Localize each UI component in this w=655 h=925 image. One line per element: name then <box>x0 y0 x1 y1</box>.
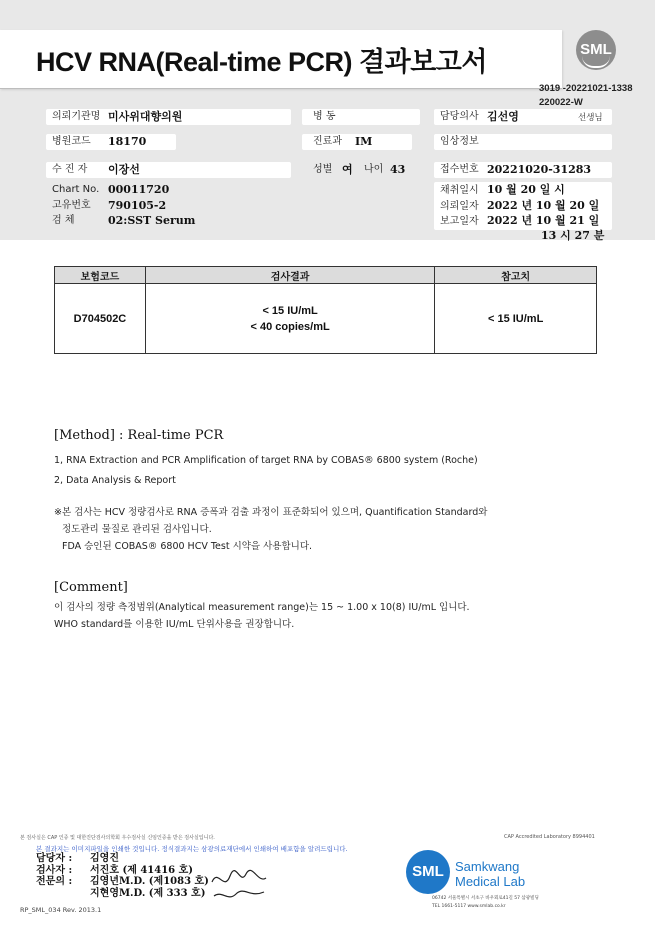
hospital-code-label: 병원코드 <box>52 136 91 147</box>
sex-value: 여 <box>342 163 353 176</box>
specimen-label: 검 체 <box>52 215 75 226</box>
collected-value: 10 월 20 일 시 <box>487 183 565 196</box>
requested-label: 의뢰일자 <box>440 201 479 212</box>
collected-label: 채취일시 <box>440 185 479 196</box>
age-label: 나이 <box>364 164 384 175</box>
column-header-result: 검사결과 <box>145 267 434 284</box>
comment-line-2: WHO standard를 이용한 IU/mL 단위사용을 권장합니다. <box>54 619 295 630</box>
doctor-value: 김선영 <box>487 110 519 123</box>
document-code: 3019 -20221021-1338 <box>539 83 633 94</box>
method-note-1: ※본 검사는 HCV 정량검사로 RNA 증폭과 검출 과정이 표준화되어 있으며, Quantification Standard와 <box>54 507 488 518</box>
signature-image <box>208 864 272 904</box>
column-header-code: 보험코드 <box>55 267 146 284</box>
unique-id-label: 고유번호 <box>52 200 91 211</box>
method-heading: [Method] : Real-time PCR <box>54 428 224 443</box>
reported-label: 보고일자 <box>440 216 479 227</box>
comment-line-1: 이 검사의 정량 측정범위(Analytical measurement range)는 15 ~ 1.00 x 10(8) IU/mL 입니다. <box>54 602 470 613</box>
institution-value: 미사위대향의원 <box>108 110 183 123</box>
dept-value: IM <box>355 135 373 148</box>
report-title: HCV RNA(Real-time PCR) 결과보고서 <box>36 47 487 77</box>
ward-label: 병 동 <box>313 111 336 122</box>
comment-heading: [Comment] <box>54 580 128 595</box>
document-code-suffix: 220022-W <box>539 97 583 108</box>
result-iu: < 15 IU/mL <box>262 304 318 317</box>
sex-label: 성별 <box>313 164 333 175</box>
staff-role-manager: 담당자 : <box>36 853 73 864</box>
sml-logo: SML <box>576 30 616 70</box>
staff-name-specialist-2: 지현영M.D. (제 333 호) <box>90 888 206 899</box>
staff-role-specialist: 전문의 : <box>36 876 73 887</box>
staff-name-specialist-1: 김영년M.D. (제1083 호) <box>90 876 209 887</box>
result-table <box>54 266 597 354</box>
insurance-code-cell: D704502C <box>55 284 146 354</box>
cap-number: CAP Accredited Laboratory 8994401 <box>504 834 595 840</box>
method-note-3: FDA 승인된 COBAS® 6800 HCV Test 시약을 사용합니다. <box>62 541 313 552</box>
doctor-suffix: 선생님 <box>578 113 603 123</box>
hospital-code-value: 18170 <box>108 135 147 148</box>
column-header-reference: 참고치 <box>435 267 597 284</box>
requested-value: 2022 년 10 월 20 일 <box>487 199 600 212</box>
method-item-1: 1, RNA Extraction and PCR Amplification of target RNA by COBAS® 6800 system (Roche) <box>54 455 478 466</box>
unique-id-value: 790105-2 <box>108 199 167 212</box>
lab-name-line-2: Medical Lab <box>455 874 526 889</box>
receipt-value: 20221020-31283 <box>487 163 592 176</box>
reference-cell: < 15 IU/mL <box>435 284 597 354</box>
reported-time: 13 시 27 분 <box>541 229 605 242</box>
age-value: 43 <box>390 163 406 176</box>
form-code: RP_SML_034 Rev. 2013.1 <box>20 906 102 914</box>
staff-name-tester: 서진호 (제 41416 호) <box>90 865 193 876</box>
dept-label: 진료과 <box>313 136 342 147</box>
chart-no-value: 00011720 <box>108 183 170 196</box>
method-note-2: 정도관리 물질로 관리된 검사입니다. <box>62 524 212 535</box>
samkwang-logo: SML <box>406 850 450 894</box>
table-header-row <box>55 267 597 284</box>
receipt-label: 접수번호 <box>440 164 479 175</box>
result-copies: < 40 copies/mL <box>250 320 330 333</box>
table-row <box>55 284 597 354</box>
accreditation-note: 본 검사실은 CAP 인증 및 대한진단검사의학회 우수검사실 신임인증을 받은 검사실입니다. <box>20 835 215 841</box>
result-cell <box>145 284 434 354</box>
lab-contact: TEL 1661-5117 www.smlab.co.kr <box>432 904 506 909</box>
patient-value: 이장선 <box>108 163 140 176</box>
method-item-2: 2, Data Analysis & Report <box>54 475 176 486</box>
clinical-info-label: 임상정보 <box>440 136 479 147</box>
print-notice: 본 결과지는 이미지파일을 인쇄한 것입니다. 정식결과지는 삼광의료재단에서 인쇄하여 배포함을 알려드립니다. <box>36 845 348 853</box>
lab-address: 06742 서울특별시 서초구 바우뫼로41길 57 삼광빌딩 <box>432 896 539 901</box>
chart-no-label: Chart No. <box>52 184 100 195</box>
lab-name-line-1: Samkwang <box>455 859 520 874</box>
reported-value: 2022 년 10 월 21 일 <box>487 214 600 227</box>
specimen-value: 02:SST Serum <box>108 214 196 227</box>
staff-name-manager: 김영진 <box>90 853 119 864</box>
institution-label: 의뢰기관명 <box>52 111 101 122</box>
staff-role-tester: 검사자 : <box>36 865 73 876</box>
doctor-label: 담당의사 <box>440 111 479 122</box>
patient-label: 수 진 자 <box>52 164 88 175</box>
